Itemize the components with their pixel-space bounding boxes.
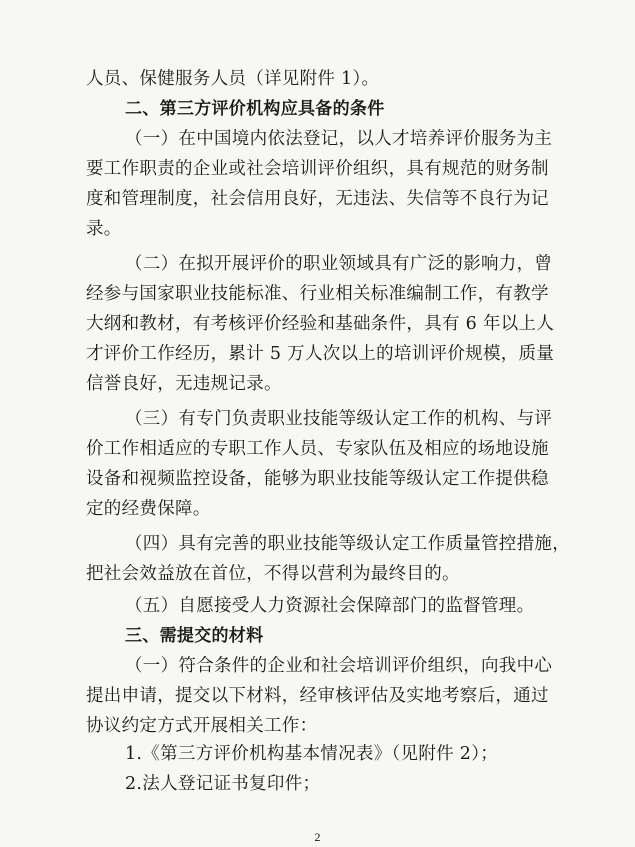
paragraph-line: 人员、保健服务人员（详见附件 1）。: [86, 69, 380, 89]
paragraph-line: （二）在拟开展评价的职业领域具有广泛的影响力，曾: [125, 254, 553, 274]
section-heading: 二、第三方评价机构应具备的条件: [125, 99, 385, 119]
paragraph-line: （一）符合条件的企业和社会培训评价组织，向我中心: [125, 656, 553, 676]
paragraph-line: 价工作相适应的专职工作人员、专家队伍及相应的场地设施: [86, 439, 549, 459]
paragraph-line: 把社会效益放在首位，不得以营利为最终目的。: [86, 564, 460, 584]
page-number: 2: [314, 830, 321, 844]
paragraph-line: （五）自愿接受人力资源社会保障部门的监督管理。: [125, 596, 535, 616]
paragraph-line: 录。: [86, 219, 122, 239]
paragraph-line: 信誉良好，无违规记录。: [86, 374, 282, 394]
paragraph-line: 设备和视频监控设备，能够为职业技能等级认定工作提供稳: [86, 469, 549, 489]
paragraph-line: 提出申请，提交以下材料，经审核评估及实地考察后，通过: [86, 686, 549, 706]
list-item: 2.法人登记证书复印件；: [125, 774, 321, 794]
paragraph-line: 度和管理制度，社会信用良好，无违法、失信等不良行为记: [86, 189, 549, 209]
paragraph-line: （一）在中国境内依法登记，以人才培养评价服务为主: [125, 129, 553, 149]
list-item: 1.《第三方评价机构基本情况表》（见附件 2）；: [125, 744, 499, 764]
paragraph-line: （四）具有完善的职业技能等级认定工作质量管控措施，: [125, 534, 570, 554]
paragraph-line: 大纲和教材，有考核评价经验和基础条件，具有 6 年以上人: [86, 314, 555, 334]
paragraph-line: 才评价工作经历，累计 5 万人次以上的培训评价规模，质量: [86, 344, 555, 364]
paragraph-line: 定的经费保障。: [86, 499, 211, 519]
paragraph-line: 要工作职责的企业或社会培训评价组织，具有规范的财务制: [86, 159, 549, 179]
paragraph-line: （三）有专门负责职业技能等级认定工作的机构、与评: [125, 409, 553, 429]
section-heading: 三、需提交的材料: [125, 626, 264, 646]
paragraph-line: 协议约定方式开展相关工作：: [86, 716, 318, 736]
paragraph-line: 经参与国家职业技能标准、行业相关标准编制工作，有教学: [86, 284, 549, 304]
